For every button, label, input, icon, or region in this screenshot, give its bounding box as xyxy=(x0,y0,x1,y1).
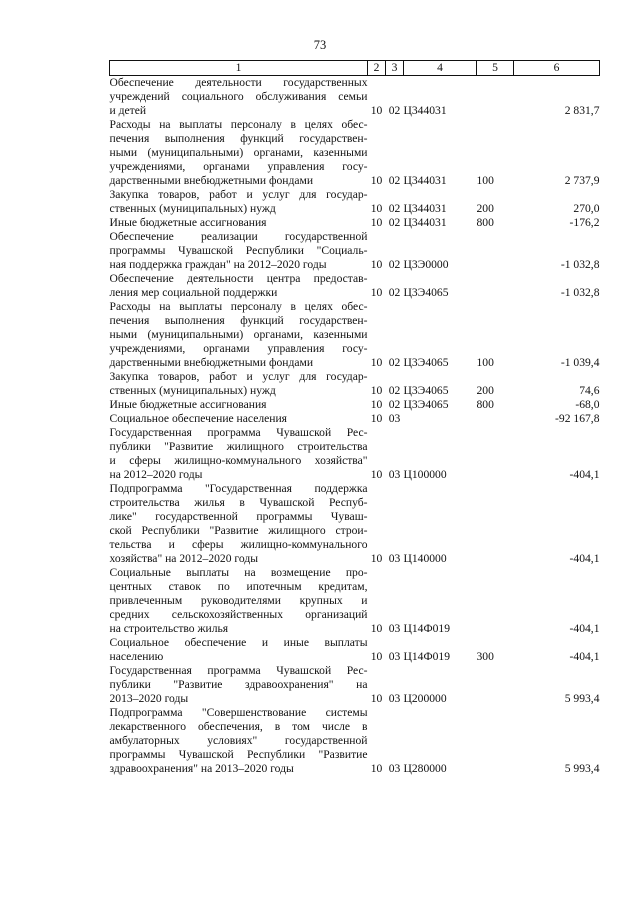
subsection-code: 02 xyxy=(388,174,401,187)
row-name xyxy=(110,398,368,412)
subsection-code: 02 xyxy=(388,258,401,271)
amount: 5 993,4 xyxy=(564,692,600,705)
target-article-code: Ц14Ф019 xyxy=(403,622,451,635)
row-name-line: Обеспечение деятельности государственных xyxy=(109,76,368,89)
amount: 270,0 xyxy=(573,202,600,215)
row-name-line: программы Чувашской Республики "Социаль- xyxy=(109,244,368,257)
target-article-code: Ц344031 xyxy=(403,174,447,187)
row-name-line: Иные бюджетные ассигнования xyxy=(109,398,267,411)
row-name-line: Подпрограмма "Государственная поддержка xyxy=(109,482,368,495)
row-name-line: Закупка товаров, работ и услуг для государ- xyxy=(109,188,368,201)
row-name-line: публики "Развитие жилищного строительства xyxy=(109,440,368,453)
row-name-line: населению xyxy=(109,650,164,663)
target-article-code: Ц14Ф019 xyxy=(403,650,451,663)
amount: 2 737,9 xyxy=(564,174,600,187)
subsection-code: 03 xyxy=(388,650,401,663)
row-name xyxy=(110,216,368,230)
subsection-code: 02 xyxy=(388,398,401,411)
target-article-code: Ц100000 xyxy=(403,468,447,481)
section-code: 10 xyxy=(370,174,383,187)
subsection-code: 03 xyxy=(388,468,401,481)
table-row xyxy=(110,426,600,482)
header-col-2: 2 xyxy=(368,61,386,76)
target-article-code: Ц344031 xyxy=(403,104,447,117)
amount: -404,1 xyxy=(569,468,600,481)
table-row xyxy=(110,300,600,370)
expense-type-code: 100 xyxy=(476,174,494,187)
header-col-3: 3 xyxy=(386,61,404,76)
row-name-line: Социальное обеспечение и иные выплаты xyxy=(109,636,368,649)
amount: 2 831,7 xyxy=(564,104,600,117)
subsection-code: 03 xyxy=(388,692,401,705)
expense-type-code: 200 xyxy=(476,384,494,397)
expense-type-code xyxy=(477,272,514,300)
expense-type-code xyxy=(477,230,514,272)
table-row xyxy=(110,412,600,426)
row-name xyxy=(110,664,368,706)
budget-table xyxy=(109,60,600,776)
row-name-line: программы Чувашской Республики "Развитие xyxy=(109,748,368,761)
section-code: 10 xyxy=(370,202,383,215)
row-name-line: ления мер социальной поддержки xyxy=(109,286,278,299)
section-code: 10 xyxy=(370,622,383,635)
row-name-line: на 2012–2020 годы xyxy=(109,468,203,481)
row-name xyxy=(110,272,368,300)
row-name-line: Иные бюджетные ассигнования xyxy=(109,216,267,229)
table-row xyxy=(110,230,600,272)
expense-type-code xyxy=(477,412,514,426)
target-article-code: Ц3Э0000 xyxy=(403,258,449,271)
row-name xyxy=(110,566,368,636)
row-name-line: привлеченным руководителями крупных и xyxy=(109,594,368,607)
expense-type-code: 800 xyxy=(476,398,494,411)
row-name-line: Подпрограмма "Совершенствование системы xyxy=(109,706,368,719)
row-name-line: учреждений социального обслуживания семьи xyxy=(109,90,368,103)
table-row xyxy=(110,398,600,412)
row-name-line: Закупка товаров, работ и услуг для государ- xyxy=(109,370,368,383)
row-name-line: ная поддержка граждан" на 2012–2020 годы xyxy=(109,258,327,271)
header-col-1: 1 xyxy=(110,61,368,76)
table-row xyxy=(110,76,600,119)
amount: -176,2 xyxy=(569,216,600,229)
subsection-code: 02 xyxy=(388,384,401,397)
subsection-code: 03 xyxy=(388,622,401,635)
row-name-line: дарственными внебюджетными фондами xyxy=(109,174,314,187)
amount: 74,6 xyxy=(579,384,600,397)
row-name xyxy=(110,118,368,188)
row-name-line: Расходы на выплаты персоналу в целях обес- xyxy=(109,300,368,313)
table-row xyxy=(110,482,600,566)
row-name-line: Социальные выплаты на возмещение про- xyxy=(109,566,368,579)
section-code: 10 xyxy=(370,398,383,411)
row-name-line: хозяйства" на 2012–2020 годы xyxy=(109,552,259,565)
row-name xyxy=(110,370,368,398)
expense-type-code xyxy=(477,664,514,706)
subsection-code: 02 xyxy=(388,202,401,215)
table-row xyxy=(110,706,600,776)
row-name-line: Государственная программа Чувашской Рес- xyxy=(109,426,368,439)
section-code: 10 xyxy=(370,356,383,369)
target-article-code xyxy=(404,412,477,426)
row-name-line: Социальное обеспечение населения xyxy=(109,412,288,425)
row-name-line: центных ставок по ипотечным кредитам, xyxy=(109,580,368,593)
row-name-line: печения выполнения функций государствен- xyxy=(109,132,368,145)
row-name-line: средних сельскохозяйственных организаций xyxy=(109,608,368,621)
table-row xyxy=(110,566,600,636)
target-article-code: Ц3Э4065 xyxy=(403,398,449,411)
row-name-line: учреждениями, органами управления госу- xyxy=(109,342,368,355)
row-name-line: учреждениями, органами управления госу- xyxy=(109,160,368,173)
row-name-line: Обеспечение реализации государственной xyxy=(109,230,368,243)
table-row xyxy=(110,636,600,664)
row-name-line: амбулаторных условиях" государственной xyxy=(109,734,368,747)
row-name-line: ственных (муниципальных) нужд xyxy=(109,384,276,397)
table-row xyxy=(110,118,600,188)
header-col-4: 4 xyxy=(404,61,477,76)
row-name-line: и сферы жилищно-коммунального хозяйства" xyxy=(109,454,368,467)
section-code: 10 xyxy=(370,468,383,481)
row-name-line: лике" государственной программы Чуваш- xyxy=(109,510,368,523)
row-name xyxy=(110,230,368,272)
row-name-line: ственных (муниципальных) нужд xyxy=(109,202,276,215)
section-code: 10 xyxy=(370,258,383,271)
page-number: 73 xyxy=(313,38,327,52)
row-name-line: лекарственного обеспечения, в том числе в xyxy=(109,720,368,733)
row-name xyxy=(110,482,368,566)
table-row xyxy=(110,370,600,398)
row-name xyxy=(110,412,368,426)
subsection-code: 02 xyxy=(388,104,401,117)
row-name-line: Государственная программа Чувашской Рес- xyxy=(109,664,368,677)
expense-type-code: 800 xyxy=(476,216,494,229)
expense-type-code xyxy=(477,76,514,119)
row-name-line: строительства жилья в Чувашской Респуб- xyxy=(109,496,368,509)
section-code: 10 xyxy=(370,552,383,565)
target-article-code: Ц344031 xyxy=(403,202,447,215)
row-name-line: ными (муниципальными) органами, казенными xyxy=(109,328,368,341)
row-name xyxy=(110,76,368,119)
section-code: 10 xyxy=(370,286,383,299)
expense-type-code xyxy=(477,706,514,776)
row-name-line: Обеспечение деятельности центра предостав- xyxy=(109,272,368,285)
expense-type-code xyxy=(477,426,514,482)
section-code: 10 xyxy=(370,216,383,229)
amount: -1 032,8 xyxy=(560,258,600,271)
row-name-line: публики "Развитие здравоохранения" на xyxy=(109,678,368,691)
expense-type-code xyxy=(477,566,514,636)
subsection-code: 02 xyxy=(388,286,401,299)
row-name-line: дарственными внебюджетными фондами xyxy=(109,356,314,369)
target-article-code: Ц3Э4065 xyxy=(403,356,449,369)
section-code: 10 xyxy=(370,650,383,663)
row-name-line: печения выполнения функций государствен- xyxy=(109,314,368,327)
subsection-code: 03 xyxy=(388,412,401,425)
row-name xyxy=(110,300,368,370)
header-row xyxy=(110,61,600,76)
row-name-line: и детей xyxy=(109,104,147,117)
amount: -404,1 xyxy=(569,552,600,565)
section-code: 10 xyxy=(370,104,383,117)
section-code: 10 xyxy=(370,762,383,775)
table-body xyxy=(110,76,600,777)
table-row xyxy=(110,216,600,230)
expense-type-code: 100 xyxy=(476,356,494,369)
expense-type-code: 300 xyxy=(476,650,494,663)
header-col-5: 5 xyxy=(477,61,514,76)
amount: 5 993,4 xyxy=(564,762,600,775)
subsection-code: 02 xyxy=(388,216,401,229)
amount: -1 032,8 xyxy=(560,286,600,299)
target-article-code: Ц344031 xyxy=(403,216,447,229)
row-name-line: Расходы на выплаты персоналу в целях обес- xyxy=(109,118,368,131)
target-article-code: Ц280000 xyxy=(403,762,447,775)
subsection-code: 02 xyxy=(388,356,401,369)
row-name-line: ской Республики "Развитие жилищного строи- xyxy=(109,524,368,537)
expense-type-code xyxy=(477,482,514,566)
table-header xyxy=(110,61,600,76)
row-name xyxy=(110,426,368,482)
section-code: 10 xyxy=(370,412,383,425)
row-name xyxy=(110,706,368,776)
amount: -404,1 xyxy=(569,650,600,663)
row-name-line: на строительство жилья xyxy=(109,622,229,635)
target-article-code: Ц3Э4065 xyxy=(403,384,449,397)
table-row xyxy=(110,188,600,216)
header-col-6: 6 xyxy=(514,61,600,76)
row-name xyxy=(110,188,368,216)
target-article-code: Ц3Э4065 xyxy=(403,286,449,299)
row-name-line: ными (муниципальными) органами, казенными xyxy=(109,146,368,159)
table-row xyxy=(110,272,600,300)
expense-type-code: 200 xyxy=(476,202,494,215)
amount: -404,1 xyxy=(569,622,600,635)
target-article-code: Ц200000 xyxy=(403,692,447,705)
row-name-line: здравоохранения" на 2013–2020 годы xyxy=(109,762,294,775)
row-name-line: тельства и сферы жилищно-коммунального xyxy=(109,538,368,551)
subsection-code: 03 xyxy=(388,762,401,775)
amount: -1 039,4 xyxy=(560,356,600,369)
section-code: 10 xyxy=(370,384,383,397)
subsection-code: 03 xyxy=(388,552,401,565)
section-code: 10 xyxy=(370,692,383,705)
table-row xyxy=(110,664,600,706)
target-article-code: Ц140000 xyxy=(403,552,447,565)
row-name-line: 2013–2020 годы xyxy=(109,692,189,705)
amount: -92 167,8 xyxy=(555,412,600,425)
amount: -68,0 xyxy=(575,398,600,411)
row-name xyxy=(110,636,368,664)
